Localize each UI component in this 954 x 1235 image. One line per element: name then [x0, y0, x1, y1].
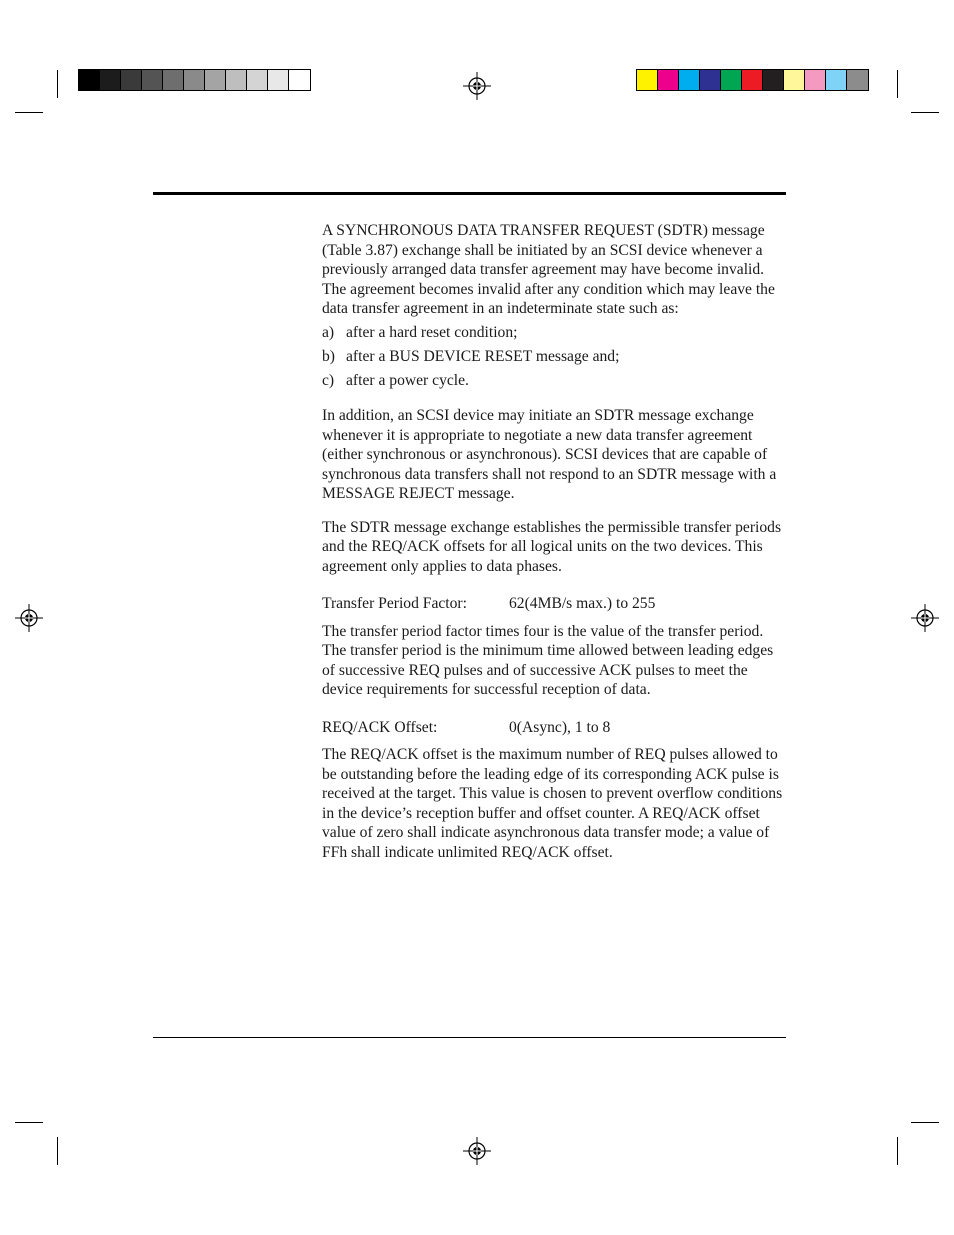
gray-swatch: [247, 70, 268, 90]
paragraph-addition: In addition, an SCSI device may initiate an SDTR message exchange whenever it is appropriate to negotiate a new data transfer agreement (either synchronous or asynchronous). SCSI devices that are capable of synchronous data transfers shall not respond to an SDTR message with a MESSAGE REJECT message.: [322, 407, 777, 502]
gray-swatch: [163, 70, 184, 90]
list-item: [322, 323, 787, 343]
color-swatch: [721, 70, 742, 90]
gray-swatch-strip: [78, 69, 311, 91]
intro-paragraph: A SYNCHRONOUS DATA TRANSFER REQUEST (SDTR) message (Table 3.87) exchange shall be initiated by an SCSI device whenever a previously arranged data transfer agreement may have become invalid. The agreement becomes invalid after any condition which may leave the data transfer agreement in an indeterminate state such as:: [322, 222, 775, 317]
crop-mark-bottom-right-vertical: [897, 1137, 898, 1165]
color-swatch: [700, 70, 721, 90]
footer-rule: [153, 1037, 786, 1038]
list-item-text: after a hard reset condition;: [346, 323, 518, 341]
list-item-text: after a BUS DEVICE RESET message and;: [346, 347, 620, 365]
list-item: [322, 371, 787, 391]
color-swatch: [637, 70, 658, 90]
registration-mark-left: [15, 604, 43, 632]
gray-swatch: [205, 70, 226, 90]
gray-swatch: [121, 70, 142, 90]
field-value: 62(4MB/s max.) to 255: [509, 595, 656, 612]
gray-swatch: [79, 70, 100, 90]
req-ack-offset-field: [322, 718, 787, 738]
list-item: [322, 347, 787, 367]
gray-swatch: [184, 70, 205, 90]
list-marker: a): [322, 323, 335, 341]
registration-mark-bottom: [463, 1137, 491, 1165]
gray-swatch: [268, 70, 289, 90]
color-swatch: [826, 70, 847, 90]
crop-mark-bottom-left-vertical: [57, 1137, 58, 1165]
gray-swatch: [142, 70, 163, 90]
registration-mark-right: [911, 604, 939, 632]
crop-mark-top-left-horizontal: [15, 112, 43, 113]
paragraph-sdtr-exchange: The SDTR message exchange establishes the permissible transfer periods and the REQ/ACK offsets for all logical units on the two devices. This agreement only applies to data phases.: [322, 518, 782, 575]
field-value: 0(Async), 1 to 8: [509, 718, 611, 736]
crop-mark-top-right-horizontal: [911, 112, 939, 113]
field-label: Transfer Period Factor:: [322, 595, 467, 612]
body-text: [322, 221, 787, 876]
gray-swatch: [100, 70, 121, 90]
paragraph-req-ack-offset: The REQ/ACK offset is the maximum number of REQ pulses allowed to be outstanding before the leading edge of its corresponding ACK pulse is received at the target. This value is chosen to prevent overflow conditions in the device’s reception buffer and offset counter. A REQ/ACK offset value of zero shall indicate asynchronous data transfer mode; a value of FFh shall indicate unlimited REQ/ACK offset.: [322, 746, 783, 861]
crop-mark-bottom-left-horizontal: [15, 1122, 43, 1123]
paragraph-transfer-period: The transfer period factor times four is the value of the transfer period. The transfer period is the minimum time allowed between leading edges of successive REQ pulses and of successive ACK pulses to meet the device requirements for successful reception of data.: [322, 622, 774, 698]
transfer-period-field: [322, 594, 787, 614]
color-swatch: [742, 70, 763, 90]
crop-mark-top-right-vertical: [897, 70, 898, 98]
registration-mark-top: [463, 72, 491, 100]
list-item-text: after a power cycle.: [346, 371, 469, 389]
condition-list: [322, 323, 787, 391]
crop-mark-bottom-right-horizontal: [911, 1122, 939, 1123]
crop-mark-top-left-vertical: [57, 70, 58, 98]
list-marker: c): [322, 371, 335, 389]
color-swatch: [847, 70, 868, 90]
color-swatch: [805, 70, 826, 90]
color-swatch: [784, 70, 805, 90]
list-marker: b): [322, 347, 335, 365]
color-swatch: [679, 70, 700, 90]
color-swatch-strip: [636, 69, 869, 91]
gray-swatch: [226, 70, 247, 90]
color-swatch: [763, 70, 784, 90]
gray-swatch: [289, 70, 310, 90]
color-swatch: [658, 70, 679, 90]
header-rule: [153, 192, 786, 195]
field-label: REQ/ACK Offset:: [322, 718, 438, 736]
